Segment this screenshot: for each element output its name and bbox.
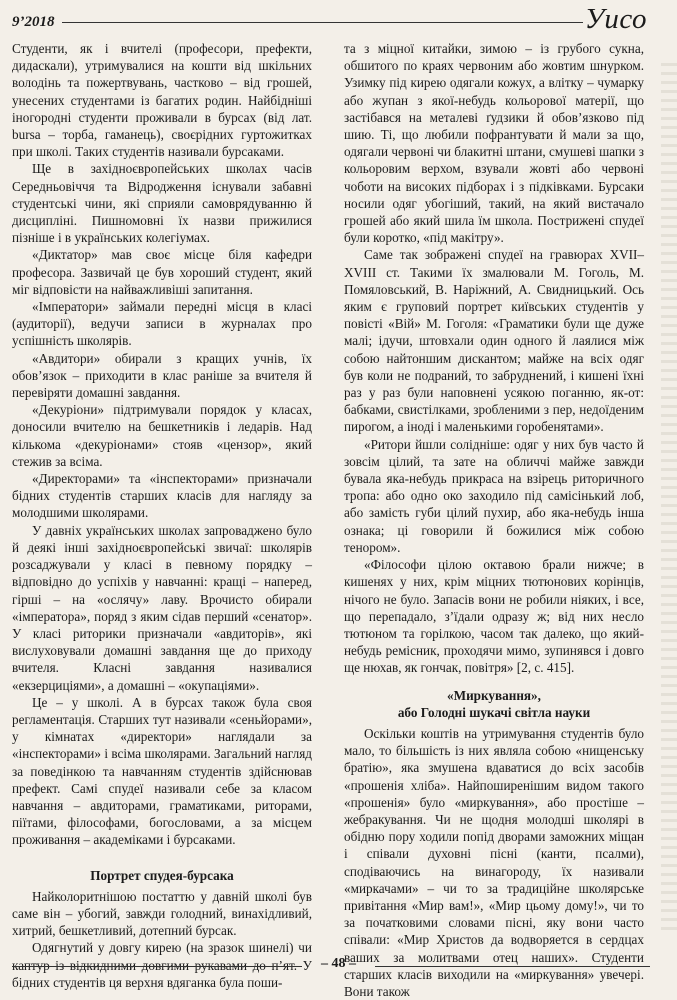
paragraph: «Директорами» та «інспекторами» призначали бідних студентів старших класів для нагляду за молодшими школярами. xyxy=(12,471,312,521)
paragraph: «Диктатор» мав своє місце біля кафедри професора. Зазвичай це був хороший студент, який міг відповісти на найважливіші запитання. xyxy=(12,247,312,297)
paragraph: «Філософи цілою октавою брали нижче; в кишенях у них, крім міцних тютюнових корінців, нічого не було. Запасів вони не робили ніяких, і все, що перепадало, з’їдали одразу ж; від них несло тютюном та горілкою, часом так далеко, що який-небудь ремісник, проходячи мимо, зупинявся і довго ще нюхав, як гончак, повітря» [2, с. 415]. xyxy=(344,557,644,676)
paragraph: Оскільки коштів на утримування студентів було мало, то більшість із них являла собою «нищенську братію», яка змушена вдаватися до всіх засобів «прошенія хліба». Найпоширенішим видом такого «прошенія» було «миркування», або простіше – жебракування. Чи не щодня молодші школярі в обідню пору ходили попід дворами заможних міщан і співали духовні пісні (канти, псалми), сподіваючись на винагороду, їх називали «миркачами» – чи то за традиційне школярське привітання «Мир вам!», «Мир цьому дому!», чи то за початковими словами пісні, яку вони часто співали: «Мир Христов да водворяется в сердцах ваших за молитвами отец наших». Студенти старших класів виходили на «миркування» увечері. Вони також xyxy=(344,725,644,999)
page-footer xyxy=(0,954,677,978)
right-column xyxy=(344,40,644,999)
page-number: – 48 – xyxy=(321,956,356,971)
paragraph: Це – у школі. А в бурсах також була своя регламентація. Старших тут називали «сеньйорами», у кімнатах «директори» наглядали за «інспекторами» і всіма школярами. Загальний нагляд за поведінкою та навчанням студентів здійснював префект. Самі спудеї називали себе за класом навчання – авдиторами, граматиками, риторами, піїтами, філософами, богословами, а за місцем проживання – академіками і бурсаками. xyxy=(12,694,312,848)
section-heading-line-2: або Голодні шукачі світла науки xyxy=(397,704,591,720)
issue-number: 9’2018 xyxy=(12,14,55,30)
page-header xyxy=(12,4,647,38)
paragraph: «Імператори» займали передні місця в класі (аудиторії), ведучи записи в журналах про успішність школярів. xyxy=(12,299,312,349)
section-heading: Портрет спудея-бурсака xyxy=(90,867,234,883)
paragraph: У давніх українських школах запроваджено було й деякі інші західноєвропейські звичаї: школярів розсаджували у класі в певному порядку – відповідно до успіхів у навчанні: кращі – наперед, гірші – на «ослячу» лаву. Врочисто обирали «імператора», поряд з яким сідав перший «сенатор». У класі риторики призначали «авдиторів», які вислуховували домашні завдання ще до приходу вчителя. Класні завдання називалися «екзерциціями», а домашні – «окупаціями». xyxy=(12,522,312,693)
magazine-logo: Уисо xyxy=(584,3,647,35)
footer-rule-right xyxy=(375,966,650,967)
paragraph: Найколоритнішою постаттю у давній школі був саме він – убогий, завжди голодний, винахідливий, хитрий, бешкетливий, дотепний бурсак. xyxy=(12,888,312,939)
paragraph: «Декуріони» підтримували порядок у класах, доносили вчителю на бешкетників і ледарів. Над кількома «декуріонами» стояв «цензор», який стежив за всіма. xyxy=(12,402,312,469)
left-column xyxy=(12,40,312,990)
paragraph: Студенти, як і вчителі (професори, префекти, дидаскали), утримувалися на кошти від шкільних володінь та пожертвувань, частково – від грошей, унесених студентами із багатих родин. Найбідніші іногородні студенти проживали в бурсах (від лат. bursa – торба, гаманець), своєрідних гуртожитках при школі. Таких студентів називали бурсаками. xyxy=(12,41,312,160)
paragraph: Одягнутий у довгу кирею (на зразок шинелі) чи каптур із відкидними довгими рукавами до п’ят. У бідних студентів ця верхня вдяганка була поши- xyxy=(12,940,312,990)
paragraph: «Авдитори» обирали з кращих учнів, їх обов’язок – приходити в клас раніше за вчителя й перевіряти домашні завдання. xyxy=(12,350,312,401)
footer-rule-left xyxy=(12,966,302,967)
paragraph: та з міцної китайки, зимою – із грубого сукна, обшитого по краях червоним або жовтим шнурком. Узимку під кирею одягали кожух, а влітку – чумарку або жупан з якої-небудь кольорової матерії, що застібався на металеві ґудзики й обов’язково під шию. Ті, що любили пофрантувати й мали за що, одягали червоні чи блакитні штани, смушеві шапки з кольоровим верхом, взували жовті або червоні чоботи на високих підборах і з підківками. Бурсаки носили одяг убогіший, такий, на який вистачало грошей або який шила їм школа. Пострижені спудеї були коротко, «під макітру». xyxy=(344,41,644,246)
paragraph: Саме так зображені спудеї на гравюрах XVII–XVIII ст. Такими їх змалювали М. Гоголь, М. Помяловський, В. Наріжний, А. Свидницький. Ось яким є груповий портрет київських студентів у повісті «Вій» М. Гоголя: «Граматики були ще дуже малі; ідучи, штовхали один одного й лаялися між собою найтоншим дискантом; майже на всіх одяг був коли не подраний, то забруднений, і кишені їхні раз у раз були наповнені усякою поганню, як-от: бабками, свистілками, зробленими з пер, недоїденим пирогом, а іноді і маленькими горобенятами». xyxy=(344,247,644,435)
header-rule xyxy=(62,22,583,23)
section-heading xyxy=(344,687,644,721)
paragraph: «Ритори йшли солідніше: одяг у них був часто й зовсім цілий, та зате на обличчі майже завжди бувала яка-небудь прикраса на взірець риторичного тропа: або одно око заходило під самісінький лоб, або замість губи цілий пухир, або яка-небудь інша ознака; ці говорили й божилися між собою тенором». xyxy=(344,436,644,555)
paragraph: Ще в західноєвропейських школах часів Середньовіччя та Відродження існували забавні студентські чини, які сприяли самоврядуванню й дисципліні. Пишномовні їх назви прижилися пізніше і в українських колегіумах. xyxy=(12,161,312,246)
decorative-margin-strip xyxy=(661,60,677,930)
section-heading-line-1: «Миркування», xyxy=(447,687,541,703)
